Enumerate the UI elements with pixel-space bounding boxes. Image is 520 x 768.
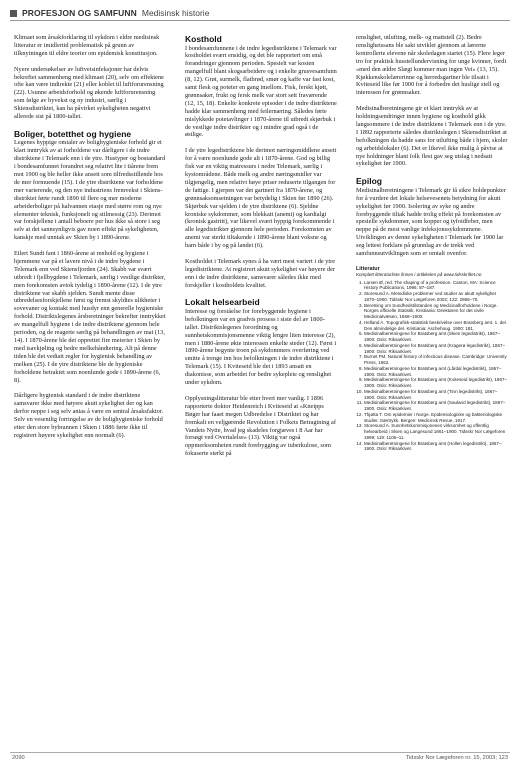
section-heading: Boliger, botetthet og hygiene	[14, 128, 132, 139]
reference-item: 5. Medisinalberetningene for Bratsberg amt (Skien legedistrikt), 1867–1900. Oslo: Riksarkivet.	[364, 331, 508, 343]
paragraph: Opplysningslitteratur ble etter hvert mer vanlig. I 1896 rapporterte doktor Heidenreich i Kviteseid at «Kneipps Bøger har faaet megen Udbredelse i Distriktet og har fremkalt en veljgørende Revolution i Folkets Betragtning af Vandets Nytte, hvad jeg skadeles forgjæves i 8 Aar har forsøgt ved Overtalelse» (13). Viktig var også oppmerksomheten rundt forebygging av tuberkulose, som fokuserte sterkt på	[185, 394, 336, 458]
paragraph: Eilert Sundt fant i 1860-årene at renhold og hygiene i hjemmene var på et lavere nivå i de indre bygdene i Telemark enn ved Skiensfjorden (24). Skabb var svært utbredt i fjellbygdene i Telemark, særlig i vestlige distrikter, men forekomsten avtok tydelig i 1890-årene (12). I de ytre distriktene var skabb sjelden. Sundt mente disse utbredelsesforskjellene først og fremst skyldtes ulikheter i sovevaner og kontakt med husdyr enn generelle hygieniske forhold. Distriktslegenes årsberetninger bekrefter inntrykket av mangelfull hygiene i de indre distriktene gjennom hele perioden, og de reagerte særlig på behandlingen av mat (13, 14). I 1870-årene ble det opprettet fire meierier i Skien by med isavkjøling og bedre melkehåndtering. Alt på denne tiden ble det vedtatt regler for hygienisk behandling av melken (25). I de ytre distriktene ble de hygieniske forholdene betraktet som noenlunde gode i 1890-årene (6, 8).	[14, 250, 166, 384]
header-section: PROFESJON OG SAMFUNN	[22, 8, 137, 18]
paragraph: Medisinalberetningene gir et klart inntrykk av at holdningsendringer innen hygiene og kosthold gikk langsommere i de indre distriktene i Telemark enn i de ytre. I 1892 rapporterte således distriktslegen i Skiensdistriktet at befolkningen da hadde sans for utlufting både i hjem, skoler og arbeidslokaler (6). Det er likevel ikke mulig å påvise at nye holdninger blant folk flest gav seg utslag i nedsatt sykelighet før 1900.	[356, 105, 508, 168]
section-marker-icon	[10, 10, 17, 17]
references	[356, 266, 508, 452]
paragraph: Interesse og forståelse for forebyggende hygiene i befolkningen var en gradvis prosess i siste del av 1800-tallet. Distriktslegenes forordning og sunnhetskommisjonsmenne viktig lengre liten interesse (2), men i 1880-årene økte interessen enkelte steder (12). Først i 1890-årene begynte troen på sykdommers overføring ved smitte å trenge inn hos befolkningen i de indre distriktene i Telemark (15). I Kviteseid ble det i 1893 ansatt en diakonisse, som arbeidet for bedre sykepleie og renslighet under sykdom.	[185, 307, 337, 387]
reference-item: 8. Medisinalberetningene for Bratsberg amt (Lårdal legedistrikt), 1867–1900. Oslo: Riksarkivet.	[364, 366, 508, 378]
reference-item: 10. Medisinalberetningene for Bratsberg amt (Tinn legedistrikt), 1867–1900. Oslo: Riksarkivet.	[364, 389, 508, 401]
paragraph: I de ytre legedistriktene ble derimot næringsmiddlene ansett for å være noenlunde gode alt i 1870-årene. God og billig fisk var en viktig matressurs i nedre Telemark, særlig i kystområdene. Både melk og andre næringsmidler var tilgjengelig, men relativt høye priser reduserte tilgangen for de fattige. I gjerpen var det gartneri fra 1870-årene, og grønnsaksomsetningen var betydelig i Skien før 1890 (26). Skjørbuk var sjelden i de ytre distriktene (6). Sjeldne kroniske sykdommer, som blekkatt (anemi) og kardialgi (kronisk gastritt), var likevel svært hyppig forekommende i alle legedistrikter gjennom hele perioden. Forekomsten av anemi var sterkt tiltakende i 1890-årene blant voksne og barn både i by og på landet (6).	[185, 147, 337, 250]
header-subsection: Medisinsk historie	[141, 8, 210, 18]
paragraph: Dårligere hygienisk standard i de indre distriktene samsvarer ikke med høyere akutt sykelighet der og kan derfor neppe i seg selv antas å være en sentral årsaksfaktor. Selv en vesentlig forringelse av de bolighygieniske forhold etter den store bybrannen i Skien i 1886 førte ikke til registrert høyere sykelighet enn normalt (6).	[14, 392, 164, 439]
reference-item: 1. Larsen Ø, red. The shaping of a profession. Canton, MA: Science History Publications, 1996: 87–187.	[364, 280, 508, 292]
section-heading: Lokalt helsearbeid	[185, 297, 260, 308]
paragraph: Legenes hyppige omtaler av bolighygieniske forhold gir et klart inntrykk av at forholdene var dårligere i de indre distriktene i Telemark enn i de ytre. Hustyper og bostandard i bondesamfunnet forandret seg relativt lite i tiårene frem mot 1900 og ble heller ikke ansett som tilfredsstillende hos de mer formuende (15). I de ytre distriktene var forholdene mer varierende, og den nye industriens fremvekst i Skiens-distriktet førte rundt 1890 til flere og mer moderne arbeiderboliger på halvannen etasje med større rom og nye elementer teknisk, funksjonelt og stilmessig (23). Derimot var forskjellene i antall beboere per hus ikke så store i seg selv at det sannsynligvis gav noen effekt på sykeligheten, kanskje med unntak av Skien by i 1890-årene.	[14, 139, 166, 242]
journal-citation: Tidsskr Nor Lægeforen nr. 15, 2003; 123	[405, 755, 508, 761]
column-2	[185, 34, 337, 466]
column-3	[356, 34, 508, 452]
section-heading: Epilog	[356, 176, 382, 187]
section-heading: Kosthold	[185, 34, 222, 44]
reference-item: 12. Thjøtta T. Om epidemier i Norge. Epidemiologiske og bakteriologiske studier. Særtrykk. Bergen: Medicinsk Revue, 1917.	[364, 412, 508, 424]
reference-item: 11. Medisinalberetningene for Bratsberg amt (Sauland legedistrikt), 1867–1900. Oslo: Riksarkivet.	[364, 400, 508, 412]
paragraph: I bondesamfunnene i de indre legedistriktene i Telemark var kostholdet svært ensidig, og det ble rapportert om små forandringer gjennom perioden. Spesielt var kosten mangelfull blant skogsarbeidere og i enkelte grusvesamfunn (8, 12). Grøt, surmelk, flatbrød, smør og kaffe var fast kost, samt flesk og poteter en gang imellom. Fisk, ferskt kjøtt, grønnsaker, frukt og fersk melk var stort sett fraværende (12, 15, 18). Enkelte konkrete episoder i de indre distriktene hadde klar sammenheng med feilernæring. Således førte mislykkede potetavlinger i 1870-årene til utbredt skjørbuk i de vestlige indre distrikter og i mindre grad også i de østlige.	[185, 44, 337, 139]
column-1	[14, 34, 166, 448]
paragraph: Nyere undersøkelser av luftveisinfeksjoner har delvis bekreftet sammenheng med klimaet (20), selv om effektene ofte kan være indirekte (21) eller koblet til luftforurensning (22). Usunne arbeidsforhold og økende luftforurensning som følge av byvekst og ny industri, særlig i Skiensdistriktet, kan ha påvirket sykeligheten negativt allerede sist på 1800-tallet.	[14, 65, 164, 121]
paragraph: Medisinalberetningene i Telemark gir få sikre holdepunkter for å vurdere det lokale helsevesenets betydning for akutt sykelighet før 1900. Isolering av syke og andre forebyggende tiltak hadde trolig effekt på forekomsten av spesielle sykdommer, som kopper og tyfoidfeber, men neppe på de mest vanlige infeksjonssykdommene. Utviklingen av denne sykeligheten i Telemark før 1900 lar seg lettest forklare på grunnlag av de trekk ved samfunnsutviklingen som er omtalt ovenfor.	[356, 186, 506, 258]
references-title: Litteratur	[356, 265, 380, 272]
paragraph: Kostholdet i Telemark synes å ha vært mest variert i de ytre legedistriktene. At registrert akutt sykelighet var høyere der enn i de indre distriktene, samsvarer således ikke med forskjeller i kostholdets kvalitet.	[185, 257, 336, 289]
page-number: 2090	[12, 755, 25, 761]
column-3-body	[356, 34, 508, 258]
references-list	[356, 280, 508, 453]
reference-item: 3. Beretning om Sundhedstilstanden og Medicinalforholdene i Norge. Norges officielle Statistik. Kristiania: Direktøren for det civile Medicinalvæsen, 1868–1900.	[364, 303, 508, 320]
paragraph: Klimaet som årsakforklaring til sykdom i eldre medisinsk litteratur er imidlertid problematisk på grunn av tilknytningen til eldre teorier om epidemisk konstitusjon.	[14, 34, 160, 57]
footer-rule	[10, 752, 510, 753]
reference-item: 9. Medisinalberetningene for Bratsberg amt (Kviteseid legedistrikt), 1867–1900. Oslo: Riksarkivet.	[364, 377, 508, 389]
reference-item: 6. Medisinalberetningene for Bratsberg amt (Kragerø legedistrikt), 1867–1900. Oslo: Riksarkivet.	[364, 343, 508, 355]
reference-item: 4. Helland A. Topografisk-statistisk beskrivelse over Bratsberg amt. 1. del. Den almindelige del. Kristiania: Aschehoug, 1900: 181.	[364, 320, 508, 332]
page-header	[10, 7, 510, 19]
references-note: Komplett litteraturliste finnes i artikkelen på www.tidsskriftet.no	[356, 272, 482, 278]
reference-item: 14. Medisinalberetningene for Bratsberg amt (Hollen legedistrikt), 1867–1900. Oslo: Riksarkivet.	[364, 441, 508, 453]
reference-item: 7. Burnet FM. Natural history of infectious disease. Cambridge: University Press, 1962.	[364, 354, 508, 366]
reference-item: 2. Storesund A. Metodiske problemer ved studier av akutt sykelighet 1870–1900. Tidsskr Nor Lægeforen 2002; 122: 2866–70.	[364, 291, 508, 303]
paragraph: renslighet, utlufting, melk- og mattstell (2). Bedre renslighetssans ble sakt utviklet gjennom at lærerne kontrollerte elevene når skoledagen startet (15). Flere leger tro for praktisk husstellundervisning for unge kvinner, fordi «med den ældre Slægt kommer man ingen Vei» (13, 15). Kjøkkenskolelærerinne og herredsgartner ble tilsatt i Kviteseid like før 1900 for å forbedre det huslige stell og interessen for grønnsaker.	[356, 34, 507, 97]
header-rule	[10, 20, 510, 21]
reference-item: 13. Storesund A. Sunnhetskommisjonenes virksomhet og offentlig helsearbeid i Skien og Langesund 1861–1900. Tidsskr Nor Lægeforen 1999; 119: 1106–11.	[364, 423, 508, 440]
